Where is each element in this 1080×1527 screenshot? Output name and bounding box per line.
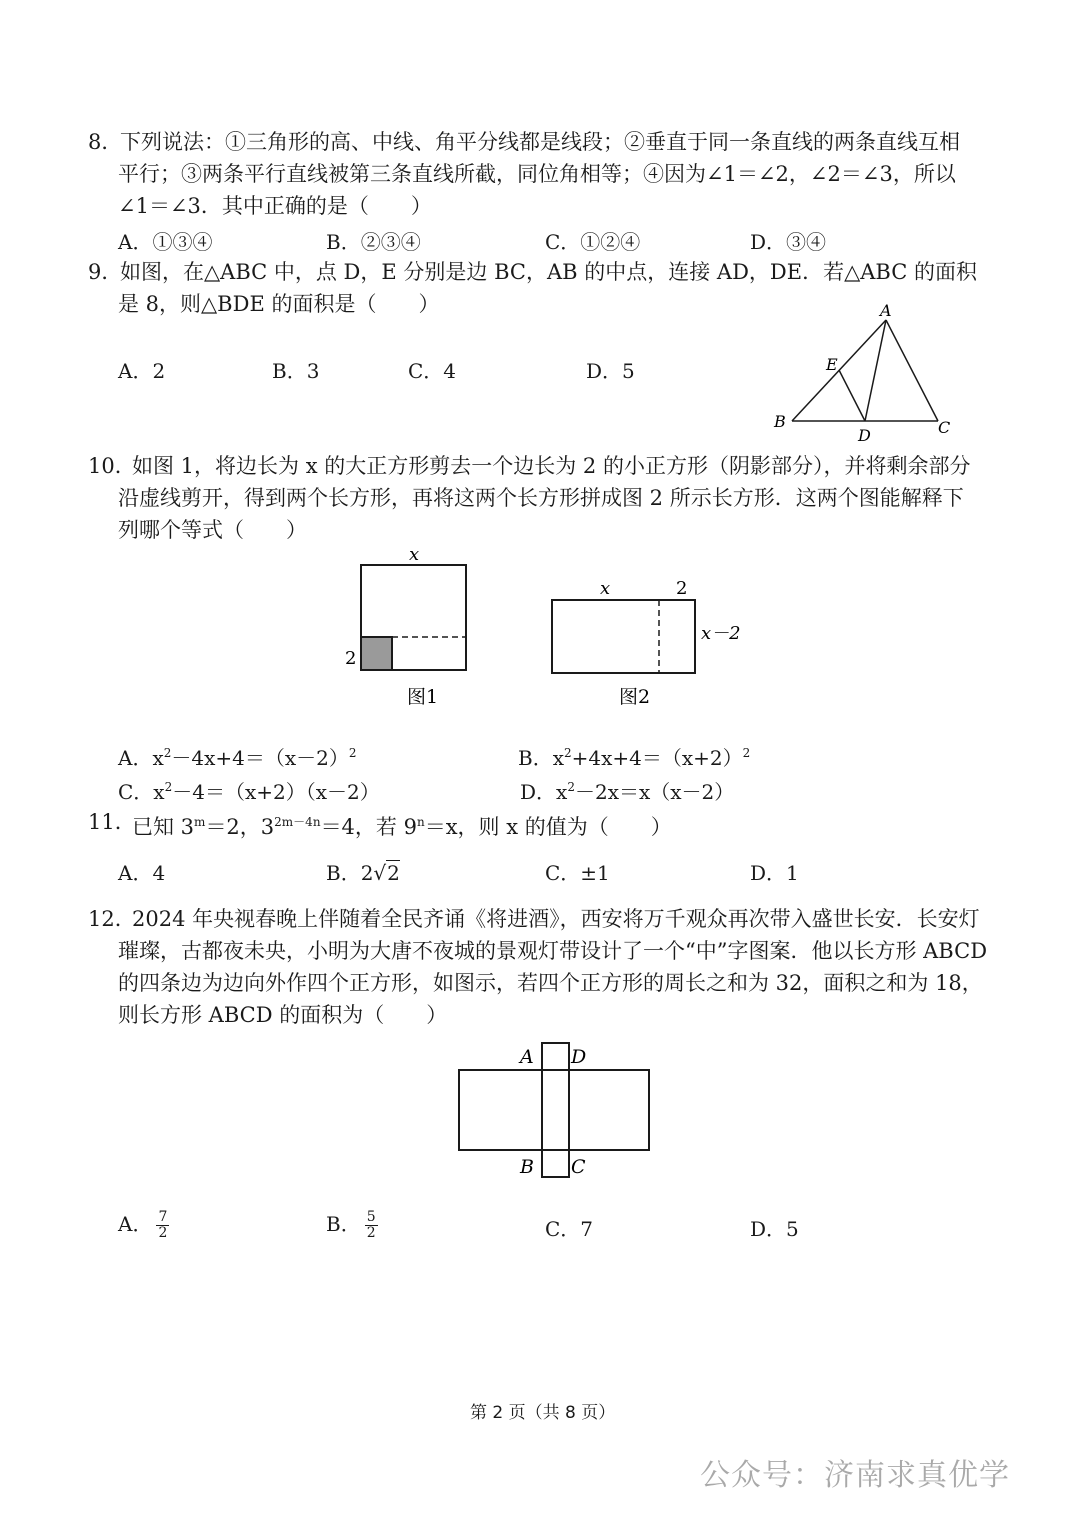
- q12-option-c: C．7: [545, 1217, 594, 1241]
- outer-band: [459, 1070, 649, 1150]
- label-b: B: [774, 412, 786, 431]
- q9-option-a: A．2: [118, 359, 166, 383]
- bottom-square: [542, 1150, 569, 1177]
- q12-line1: 2024 年央视春晚上伴随着全民齐诵《将进酒》，西安将万千观众再次带入盛世长安．长安灯: [132, 907, 980, 931]
- label-c: C: [571, 1156, 586, 1178]
- segment-ad: [865, 320, 886, 421]
- q10-line2: 沿虚线剪开，得到两个长方形，再将这两个长方形拼成图 2 所示长方形．这两个图能解释下: [118, 486, 964, 510]
- label-c: C: [938, 418, 951, 437]
- q11-stem: 已知 $3^m=2$，$3^{2m-4n}=4$，若 $9^n=x$，则 x 的值为（ ）: [132, 815, 672, 839]
- q8-line2: 平行；③两条平行直线被第三条直线所截，同位角相等；④因为∠1＝∠2，∠2＝∠3，所以: [118, 162, 956, 186]
- q8-option-c: C．①②④: [545, 230, 641, 254]
- label-a: A: [880, 301, 892, 320]
- q9-number: 9．: [88, 260, 123, 284]
- fig1-top-label: x: [409, 544, 420, 565]
- q9-option-d: D．5: [586, 359, 635, 383]
- fig1-side-label: 2: [345, 648, 357, 669]
- q12-option-d: D．5: [750, 1217, 799, 1241]
- q11-option-c: C．±1: [545, 861, 610, 885]
- figure-2: [545, 570, 765, 715]
- watermark: 公众号：济南求真优学: [700, 1458, 1010, 1493]
- combined-rectangle: [552, 600, 695, 673]
- q10-option-b: B．$x^2+4x+4=(x+2)^2$: [518, 746, 751, 770]
- zhong-pattern-figure: [440, 1030, 670, 1190]
- q10-option-d: D．$x^2-2x=x(x-2)$: [520, 780, 735, 804]
- label-d: D: [858, 426, 871, 445]
- q8-number: 8．: [88, 130, 123, 154]
- label-e: E: [826, 355, 838, 374]
- fig2-top-left-label: x: [600, 578, 611, 599]
- q10-line1: 如图 1，将边长为 x 的大正方形剪去一个边长为 2 的小正方形（阴影部分），并将剩余部分: [132, 454, 971, 478]
- q9-line2: 是 8，则△BDE 的面积是（ ）: [118, 292, 440, 316]
- q10-option-a: A．$x^2-4x+4=(x-2)^2$: [118, 746, 357, 770]
- q11-option-b: B．2√2: [326, 861, 400, 885]
- figure-1: [335, 540, 495, 715]
- page-number: 第 2 页（共 8 页）: [470, 1403, 616, 1423]
- q10-line3: 列哪个等式（ ）: [118, 518, 307, 542]
- q10-number: 10．: [88, 454, 136, 478]
- q12-line4: 则长方形 ABCD 的面积为（ ）: [118, 1003, 448, 1027]
- q9-option-b: B．3: [272, 359, 320, 383]
- shaded-small-square: [361, 637, 392, 670]
- q8-line3: ∠1＝∠3．其中正确的是（ ）: [118, 194, 432, 218]
- rectangle-abcd: [542, 1070, 569, 1150]
- q11-option-d: D．1: [750, 861, 799, 885]
- q12-line2: 璀璨，古都夜未央，小明为大唐不夜城的景观灯带设计了一个“中”字图案．他以长方形 ABCD: [118, 939, 988, 963]
- q8-option-b: B．②③④: [326, 230, 421, 254]
- fig2-top-right-label: 2: [676, 578, 688, 599]
- q12-number: 12．: [88, 907, 136, 931]
- q9-line1: 如图，在△ABC 中，点 D，E 分别是边 BC，AB 的中点，连接 AD，DE．若△ABC 的面积: [120, 260, 977, 284]
- label-d: D: [571, 1046, 587, 1068]
- q12-option-a: A． $\frac{7}{2}$: [118, 1209, 168, 1241]
- q11-option-a: A．4: [118, 861, 166, 885]
- q11-number: 11．: [88, 810, 136, 834]
- fig2-side-label: x－2: [701, 623, 741, 644]
- fig1-caption: 图1: [407, 686, 439, 708]
- label-a: A: [520, 1046, 534, 1068]
- segment-de: [839, 370, 865, 421]
- q8-line1: 下列说法：①三角形的高、中线、角平分线都是线段；②垂直于同一条直线的两条直线互相: [120, 130, 960, 154]
- top-square: [542, 1043, 569, 1070]
- fig2-caption: 图2: [619, 686, 651, 708]
- q12-line3: 的四条边为边向外作四个正方形，如图示，若四个正方形的周长之和为 32，面积之和为 18，: [118, 971, 983, 995]
- label-b: B: [520, 1156, 534, 1178]
- q12-option-b: B． $\frac{5}{2}$: [326, 1209, 376, 1241]
- triangle-figure: [760, 300, 960, 450]
- q8-option-a: A．①③④: [118, 230, 213, 254]
- q10-option-c: C．$x^2-4=(x+2)(x-2)$: [118, 780, 380, 804]
- q9-option-c: C．4: [408, 359, 457, 383]
- q8-option-d: D．③④: [750, 230, 827, 254]
- side-ac: [886, 320, 938, 421]
